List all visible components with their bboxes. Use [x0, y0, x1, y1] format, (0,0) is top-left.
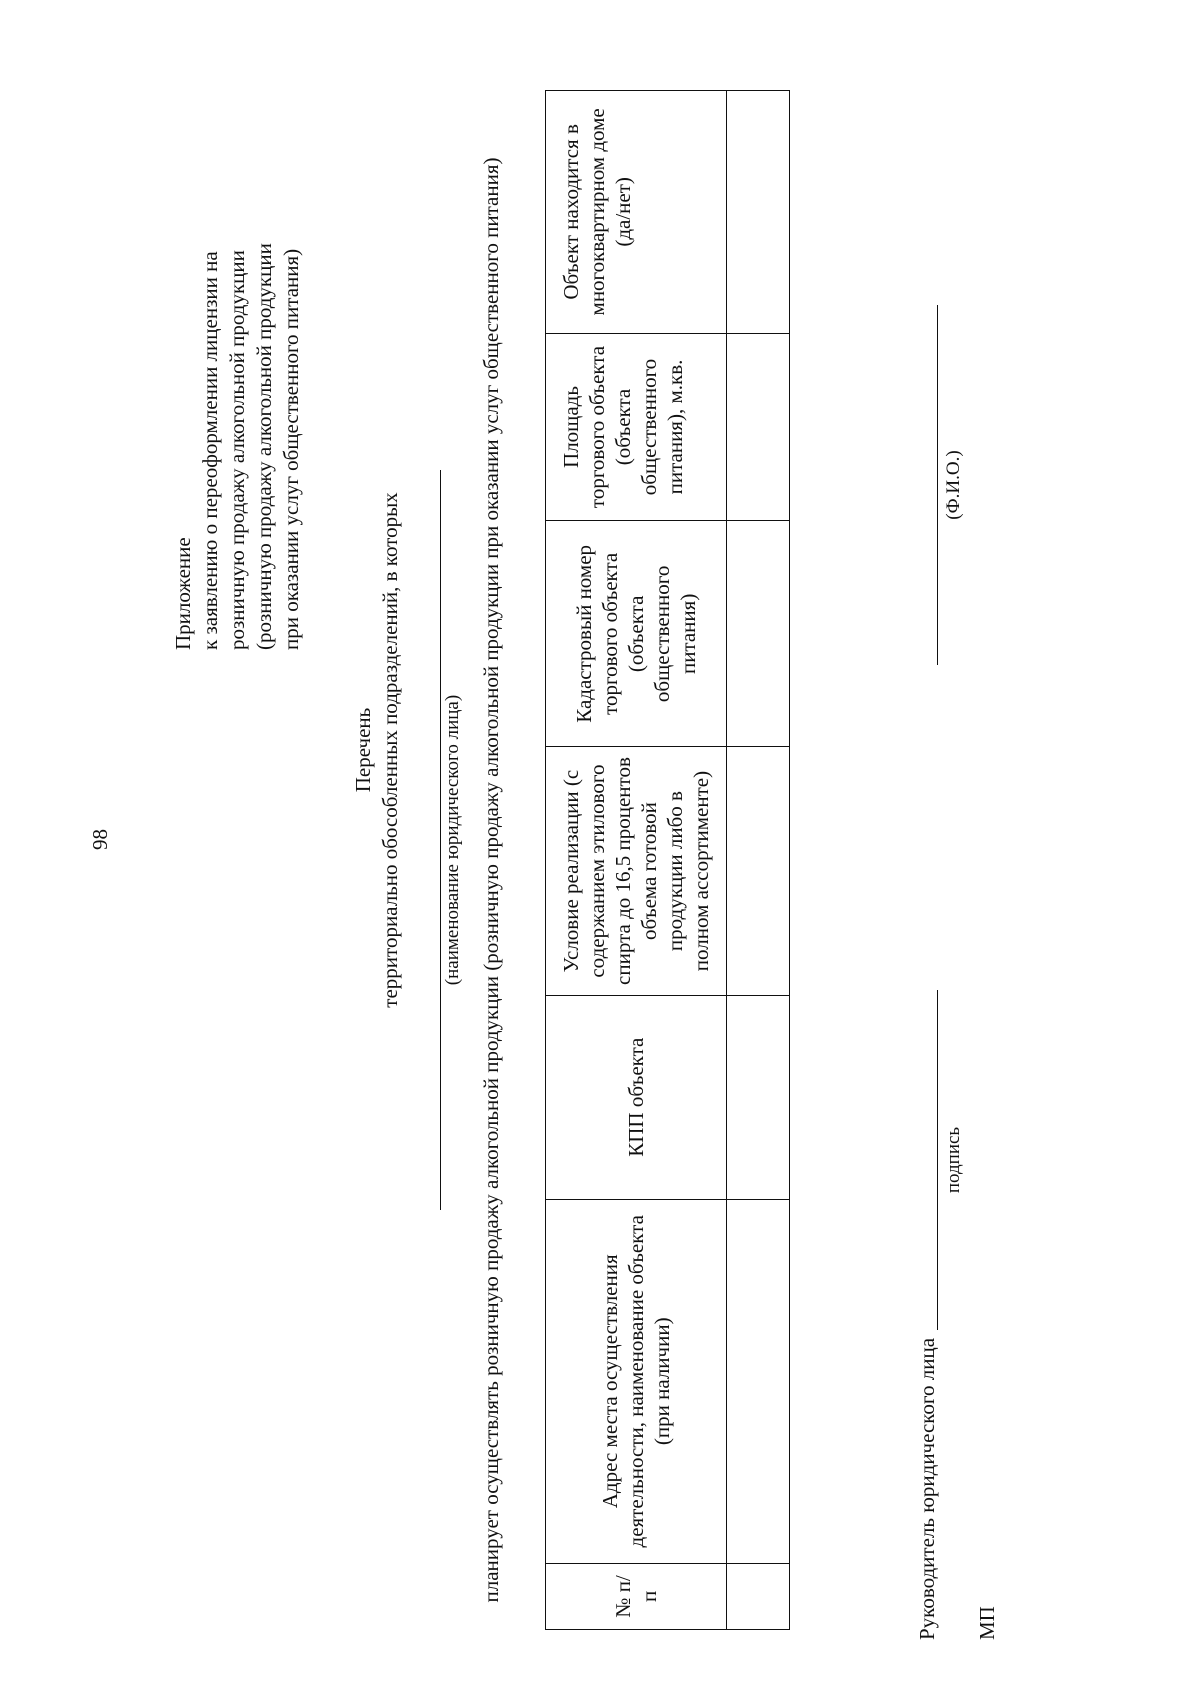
title-line-2: территориально обособленных подразделений, в которых: [378, 492, 402, 1008]
legal-entity-caption: (наименование юридического лица): [442, 694, 463, 986]
header-number: № п/п: [546, 1563, 727, 1629]
cell-address[interactable]: [727, 1199, 790, 1563]
page-number: 98: [88, 829, 112, 850]
legal-entity-line: [440, 470, 441, 1210]
subdivisions-table: [545, 90, 790, 1630]
signature-block: [915, 80, 999, 1640]
signature-line: [937, 990, 938, 1330]
plan-text: планирует осуществлять розничную продажу алкогольной продукции (розничную продажу алкогольной продукции при оказании услуг общественного питания): [479, 157, 503, 1603]
title-line-1: Перечень: [351, 707, 375, 793]
cell-area[interactable]: [727, 333, 790, 521]
fio-caption: (Ф.И.О.): [943, 450, 964, 520]
appendix-text: к заявлению о переоформлении лицензии на розничную продажу алкогольной продукции (розничную продажу алкогольной продукции при оказании услуг общественного питания): [198, 243, 303, 650]
form-title: [350, 400, 404, 1100]
cell-number[interactable]: [727, 1563, 790, 1629]
stamp-place: МП: [975, 1606, 999, 1640]
header-apartment-building: Объект находится в многоквартирном доме (да/нет): [546, 91, 727, 334]
header-address: Адрес места осуществления деятельности, наименование объекта (при наличии): [546, 1199, 727, 1563]
fio-line: [937, 305, 938, 665]
cell-condition[interactable]: [727, 747, 790, 995]
table-header-row: [546, 91, 727, 1630]
table-row: [727, 91, 790, 1630]
signature-caption: подпись: [943, 1126, 964, 1194]
cell-kpp[interactable]: [727, 995, 790, 1199]
head-label: Руководитель юридического лица: [915, 1337, 939, 1640]
landscape-form: [160, 70, 1050, 1660]
cell-apartment-building[interactable]: [727, 91, 790, 334]
header-kpp: КПП объекта: [546, 995, 727, 1199]
appendix-heading: Приложение: [171, 537, 195, 650]
header-area: Площадь торгового объекта (объекта общественного питания), м.кв.: [546, 333, 727, 521]
cell-cadastral[interactable]: [727, 521, 790, 747]
header-cadastral: Кадастровый номер торгового объекта (объекта общественного питания): [546, 521, 727, 747]
appendix-block: [170, 210, 305, 650]
header-condition: Условие реализации (с содержанием этилового спирта до 16,5 процентов объема готовой продукции либо в полном ассортименте): [546, 747, 727, 995]
